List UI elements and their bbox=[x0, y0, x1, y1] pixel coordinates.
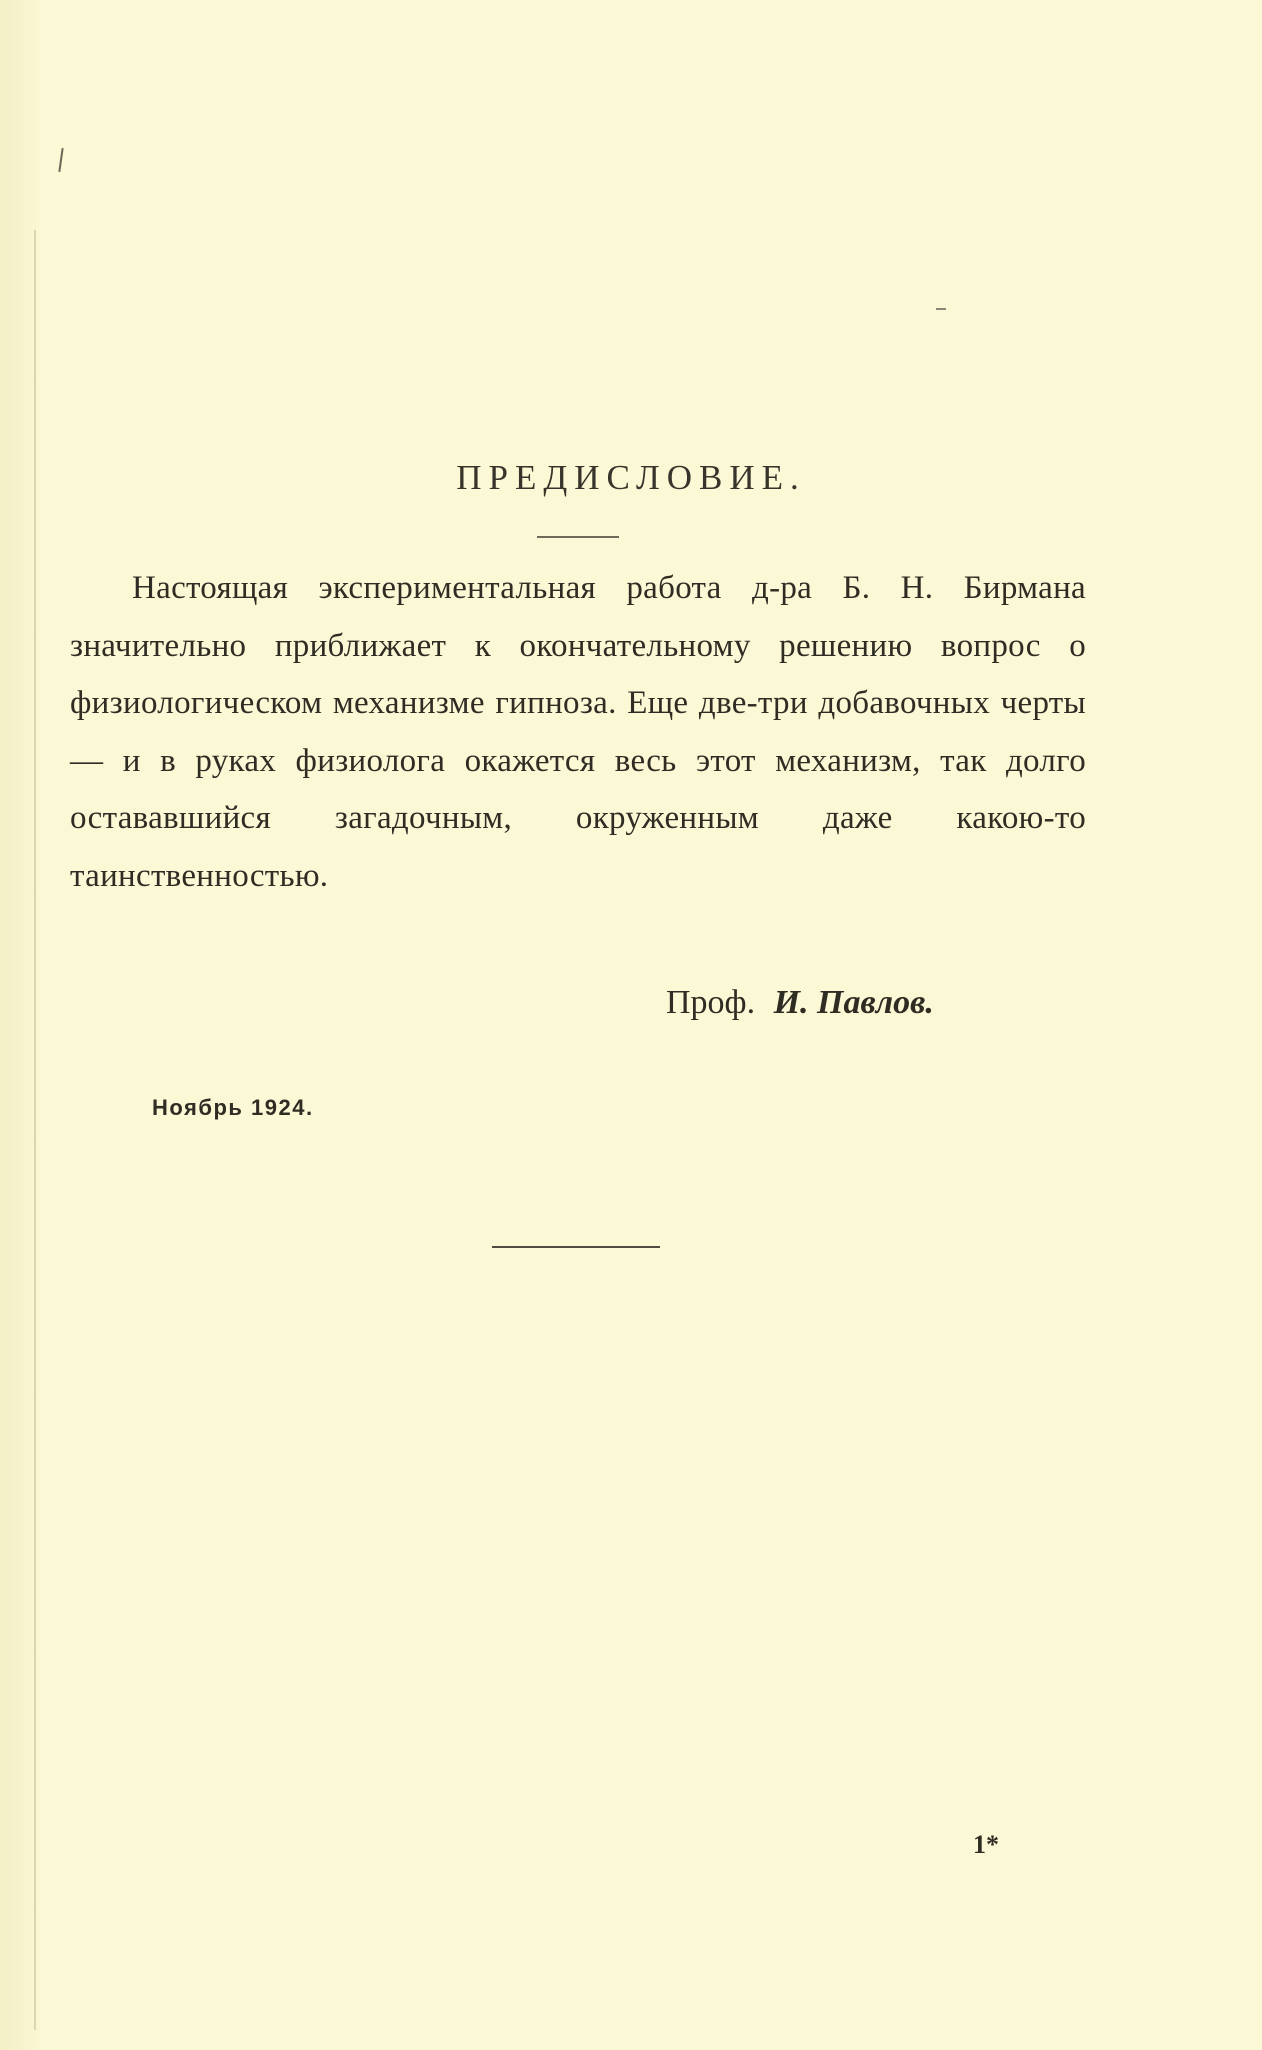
scan-mark bbox=[58, 148, 63, 172]
signature-name: И. Павлов. bbox=[773, 984, 934, 1021]
date-line: Ноябрь 1924. bbox=[152, 1095, 314, 1120]
end-divider bbox=[492, 1246, 660, 1248]
preface-paragraph: Настоящая экспериментальная работа д-ра Б. Н. Бирмана значительно приближает к окончательному решению вопрос о физиологическом механизме гипноза. Еще две-три добавочных черты — и в руках физиолога окажется весь этот механизм, так долго остававшийся загадочным, окруженным даже какою-то таинственностью. bbox=[70, 570, 1086, 894]
scan-speck bbox=[936, 308, 946, 310]
signature-title: Проф. bbox=[666, 984, 756, 1021]
page-number: 1* bbox=[973, 1830, 999, 1859]
page-title: ПРЕДИСЛОВИЕ. bbox=[456, 458, 806, 497]
gutter-edge-line bbox=[34, 230, 36, 2030]
signature bbox=[666, 984, 934, 1022]
page-gutter bbox=[0, 0, 44, 2050]
title-divider bbox=[537, 536, 619, 538]
